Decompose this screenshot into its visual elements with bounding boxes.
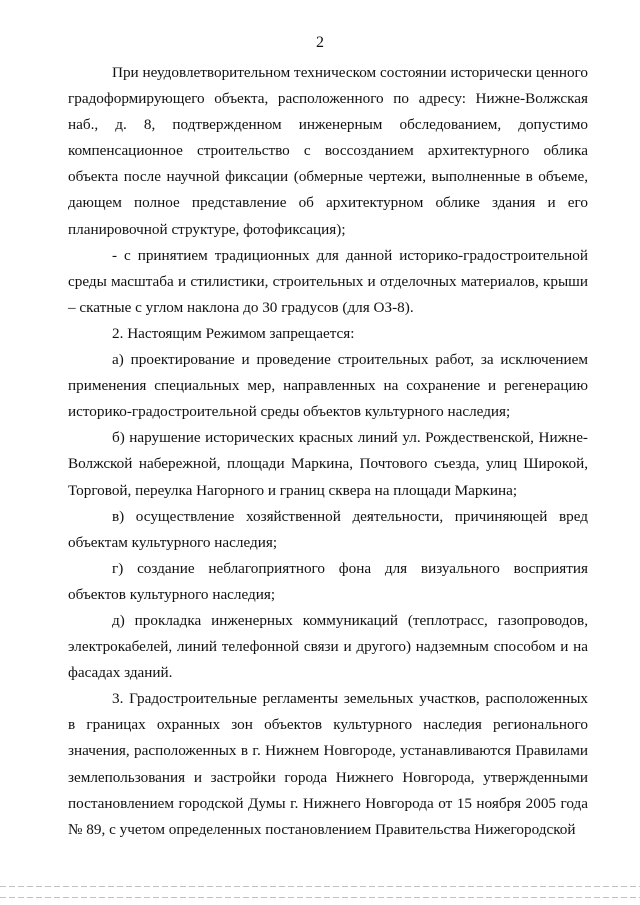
page-number: 2 xyxy=(316,34,324,51)
paragraph-1: При неудовлетворительном техническом состоянии исторически ценного градоформирующего объекта, расположенного по адресу: Нижне-Волжская наб., д. 8, подтвержденном инженерным обследованием, допустимо компенсационное строительство с воссозданием архитектурного облика объекта после научной фиксации (обмерные чертежи, выполненные в объеме, дающем полное представление об архитектурном облике здания и его планировочной структуре, фотофиксация); xyxy=(68,64,588,238)
paragraph-3: 2. Настоящим Режимом запрещается: xyxy=(112,324,355,342)
document-body xyxy=(68,60,588,843)
scan-edge-line xyxy=(0,886,640,887)
paragraph-8: д) прокладка инженерных коммуникаций (теплотрасс, газопроводов, электрокабелей, линий телефонной связи и другого) надземным способом и на фасадах зданий. xyxy=(68,611,588,682)
paragraph-2: - с принятием традиционных для данной историко-градостроительной среды масштаба и стилистики, строительных и отделочных материалов, крыши – скатные с углом наклона до 30 градусов (для ОЗ-8). xyxy=(68,246,588,316)
paragraph-7: г) создание неблагоприятного фона для визуального восприятия объектов культурного наследия; xyxy=(68,559,588,603)
paragraph-9: 3. Градостроительные регламенты земельных участков, расположенных в границах охранных зон объектов культурного наследия регионального значения, расположенных в г. Нижнем Новгороде, устанавливаются Правилами землепользования и застройки города Нижнего Новгорода, утвержденными постановлением городской Думы г. Нижнего Новгорода от 15 ноября 2005 года № 89, с учетом определенных постановлением Правительства Нижегородской xyxy=(68,690,588,838)
paragraph-4: а) проектирование и проведение строительных работ, за исключением применения специальных мер, направленных на сохранение и регенерацию историко-градостроительной среды объектов культурного наследия; xyxy=(68,351,588,421)
scan-edge-line xyxy=(0,897,640,898)
paragraph-5: б) нарушение исторических красных линий ул. Рождественской, Нижне-Волжской набережной, площади Маркина, Почтового съезда, улиц Широкой, Торговой, переулка Нагорного и границ сквера на площади Маркина; xyxy=(68,429,588,499)
paragraph-6: в) осуществление хозяйственной деятельности, причиняющей вред объектам культурного наследия; xyxy=(68,507,588,551)
